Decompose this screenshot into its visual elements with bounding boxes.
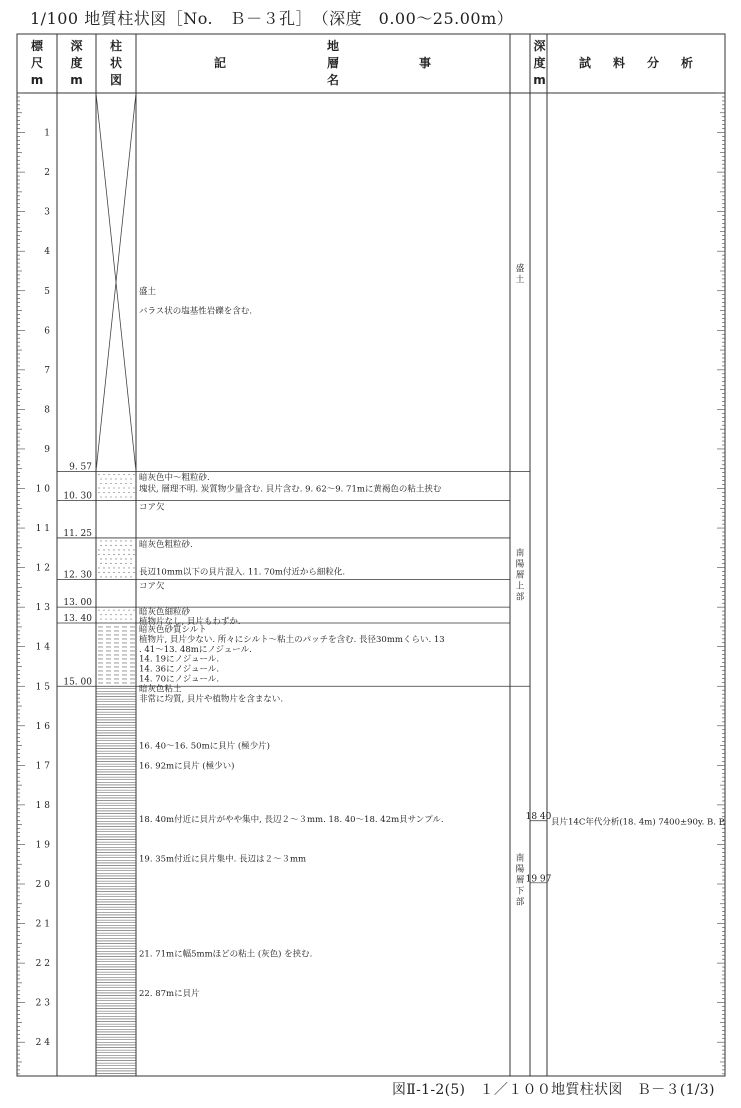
sand-pattern	[98, 474, 99, 475]
sand-pattern	[130, 483, 131, 484]
description-text: 14. 36にノジュール.	[139, 664, 220, 675]
header-sample-depth: m	[533, 73, 546, 87]
sand-pattern	[135, 483, 136, 484]
sand-pattern	[128, 554, 129, 555]
sand-pattern	[108, 549, 109, 550]
scale-number: 2 1	[35, 919, 50, 930]
sand-pattern	[113, 572, 114, 573]
sand-pattern	[123, 474, 124, 475]
sand-pattern	[110, 545, 111, 546]
sand-pattern	[135, 496, 136, 497]
sand-pattern	[100, 563, 101, 564]
header-scale: 標	[30, 39, 44, 53]
sand-pattern	[103, 572, 104, 573]
description-text: 長辺10mm以下の貝片混入. 11. 70m付近から細粒化.	[139, 567, 346, 578]
sand-pattern	[133, 572, 134, 573]
scale-number: 7	[44, 365, 50, 376]
header-stratum: 層	[326, 56, 340, 70]
sand-pattern	[115, 614, 116, 615]
sand-pattern	[105, 563, 106, 564]
sand-pattern	[98, 487, 99, 488]
sand-pattern	[108, 554, 109, 555]
sand-pattern	[135, 540, 136, 541]
sand-pattern	[123, 572, 124, 573]
sand-pattern	[108, 474, 109, 475]
sand-pattern	[110, 483, 111, 484]
sand-pattern	[130, 540, 131, 541]
description-text: 19. 35m付近に貝片集中. 長辺は２～３mm	[139, 854, 307, 865]
sand-pattern	[105, 558, 106, 559]
stratum-name: 層	[515, 570, 525, 581]
sand-pattern	[115, 619, 116, 620]
sand-pattern	[110, 496, 111, 497]
sand-pattern	[113, 487, 114, 488]
sand-pattern	[98, 567, 99, 568]
log-frame	[17, 34, 725, 1076]
description-text: コア欠	[139, 502, 165, 513]
scale-number: 1 1	[35, 524, 50, 535]
stratum-name: 陽	[515, 864, 525, 875]
sand-pattern	[133, 492, 134, 493]
header-column: 図	[109, 73, 123, 87]
sand-pattern	[105, 478, 106, 479]
sand-pattern	[118, 572, 119, 573]
sand-pattern	[118, 554, 119, 555]
layer-depth-label: 15. 00	[63, 677, 92, 688]
sand-pattern	[118, 487, 119, 488]
scale-numbers	[36, 129, 51, 1049]
sand-pattern	[123, 567, 124, 568]
sand-pattern	[130, 563, 131, 564]
description-text: 14. 19にノジュール.	[139, 654, 220, 665]
header-depth: 度	[70, 56, 83, 70]
descriptions	[139, 286, 445, 999]
sand-pattern	[105, 540, 106, 541]
sand-pattern	[123, 492, 124, 493]
sand-pattern	[103, 487, 104, 488]
sand-pattern	[120, 576, 121, 577]
description-text: 22. 87mに貝片	[139, 988, 200, 999]
description-text: 14. 70にノジュール.	[139, 674, 220, 685]
sand-pattern	[105, 619, 106, 620]
description-text: 暗灰色砂質シルト	[139, 625, 207, 636]
sand-pattern	[110, 478, 111, 479]
sand-pattern	[115, 540, 116, 541]
sand-pattern	[105, 545, 106, 546]
sand-pattern	[115, 478, 116, 479]
sand-pattern	[113, 549, 114, 550]
scale-number: 1 3	[35, 603, 50, 614]
stratum-name: 部	[515, 592, 525, 603]
sand-pattern	[125, 558, 126, 559]
sand-pattern	[98, 554, 99, 555]
description-text: 21. 71mに幅5mmほどの粘土 (灰色) を挟む.	[139, 949, 313, 960]
sand-pattern	[118, 567, 119, 568]
layer-depth-label: 11. 25	[63, 528, 92, 539]
sand-pattern	[133, 474, 134, 475]
sand-pattern	[98, 572, 99, 573]
layer-depth-label: 12. 30	[63, 570, 92, 581]
description-text: 18. 40m付近に貝片がやや集中, 長辺２～３mm. 18. 40～18. 42m貝サンプル.	[139, 814, 444, 825]
sand-pattern	[108, 567, 109, 568]
frame-border	[17, 34, 725, 1076]
sand-pattern	[125, 478, 126, 479]
layer-depth-label: 10. 30	[63, 491, 92, 502]
sand-pattern	[113, 492, 114, 493]
sand-pattern	[100, 545, 101, 546]
header-scale: m	[30, 73, 44, 87]
description-text: 植物片なし, 貝片もわずか.	[139, 617, 241, 628]
sample-depth-label: 19 97	[525, 874, 552, 885]
scale-number: 9	[44, 444, 50, 455]
sand-pattern	[113, 610, 114, 611]
scale-number: 2 0	[35, 880, 50, 890]
sand-pattern	[123, 549, 124, 550]
sand-pattern	[108, 572, 109, 573]
sand-pattern	[120, 619, 121, 620]
scale-number: 1 5	[35, 682, 50, 693]
description-text: バラス状の塩基性岩礫を含む.	[139, 306, 252, 317]
sand-pattern	[115, 576, 116, 577]
sand-pattern	[118, 474, 119, 475]
sand-pattern	[130, 619, 131, 620]
sand-pattern	[123, 610, 124, 611]
scale-number: 1 6	[35, 721, 50, 732]
sand-pattern	[128, 567, 129, 568]
description-text: 16. 40～16. 50mに貝片 (極少片)	[139, 741, 270, 752]
scale-number: 1 8	[35, 800, 50, 811]
sand-pattern	[135, 478, 136, 479]
sand-pattern	[100, 478, 101, 479]
description-text: 盛土	[139, 286, 157, 297]
stratum-name: 上	[515, 581, 525, 592]
sand-pattern	[118, 549, 119, 550]
sand-pattern	[115, 483, 116, 484]
sand-pattern	[110, 540, 111, 541]
description-text: . 41～13. 48mにノジュール.	[139, 644, 252, 655]
sand-pattern	[113, 567, 114, 568]
analysis-result: 貝片14C年代分析(18. 4m) 7400±90y. B. P.	[551, 817, 726, 828]
description-text: 非常に均質, 貝片や植物片を含まない.	[139, 694, 284, 705]
sand-pattern	[100, 540, 101, 541]
sand-pattern	[118, 610, 119, 611]
sand-pattern	[120, 563, 121, 564]
scale-number: 1 2	[35, 563, 50, 574]
scale-number: 4	[44, 247, 50, 258]
header-analysis: 料	[612, 56, 626, 70]
sand-pattern	[110, 614, 111, 615]
sand-pattern	[120, 540, 121, 541]
sand-pattern	[100, 558, 101, 559]
sand-pattern	[135, 563, 136, 564]
description-text: 暗灰色粗粒砂.	[139, 540, 193, 551]
strata-names	[510, 263, 530, 907]
sand-pattern	[125, 483, 126, 484]
sand-pattern	[133, 554, 134, 555]
scale-number: 2	[44, 168, 50, 179]
sand-pattern	[115, 496, 116, 497]
header-description-right: 事	[418, 56, 432, 70]
scale-number: 1 0	[35, 484, 50, 495]
sand-pattern	[133, 610, 134, 611]
sand-pattern	[130, 545, 131, 546]
sand-pattern	[100, 576, 101, 577]
sand-pattern	[110, 576, 111, 577]
layer-depth-label: 13. 40	[63, 613, 92, 624]
header-description-left: 記	[213, 56, 227, 70]
sand-pattern	[123, 554, 124, 555]
sand-pattern	[98, 492, 99, 493]
header-depth: 深	[70, 39, 83, 53]
header-sample-depth: 深	[533, 39, 546, 53]
sand-pattern	[115, 558, 116, 559]
scale-number: 2 3	[35, 998, 50, 1009]
scale-number: 8	[44, 405, 50, 416]
description-text: 暗灰色粘土	[139, 684, 182, 695]
scale-number: 5	[44, 286, 50, 297]
sand-pattern	[130, 478, 131, 479]
sand-pattern	[105, 614, 106, 615]
sand-pattern	[98, 610, 99, 611]
sand-pattern	[120, 545, 121, 546]
header-stratum: 地	[326, 39, 340, 53]
header-depth: m	[70, 73, 83, 87]
scale-number: 2 2	[35, 959, 50, 970]
sand-pattern	[120, 483, 121, 484]
description-text: コア欠	[139, 581, 165, 592]
sample-analysis	[551, 817, 725, 828]
sand-pattern	[133, 567, 134, 568]
stratum-name: 盛	[515, 263, 525, 274]
header-stratum: 名	[326, 73, 340, 87]
sand-pattern	[105, 576, 106, 577]
header-analysis: 析	[680, 56, 694, 70]
sand-pattern	[110, 563, 111, 564]
sand-pattern	[113, 554, 114, 555]
header-sample-depth: 度	[533, 56, 546, 70]
sand-pattern	[108, 487, 109, 488]
sand-pattern	[125, 545, 126, 546]
scale-number: 2 4	[35, 1038, 50, 1049]
layer-depth-label: 9. 57	[69, 462, 92, 473]
geologic-column	[57, 93, 510, 1074]
sand-pattern	[120, 614, 121, 615]
sand-pattern	[123, 487, 124, 488]
stratum-name: 部	[515, 897, 525, 908]
log-headers	[31, 38, 693, 87]
sand-pattern	[108, 492, 109, 493]
sand-pattern	[100, 483, 101, 484]
header-analysis: 試	[578, 56, 592, 70]
sand-pattern	[113, 474, 114, 475]
scale-number: 1 7	[35, 761, 50, 772]
page-title: 1/100 地質柱状図［No. Ｂ－３孔］ （深度 0.00～25.00m）	[30, 9, 514, 28]
sand-pattern	[120, 558, 121, 559]
sand-pattern	[130, 576, 131, 577]
scale-number: 3	[44, 207, 50, 218]
sand-pattern	[103, 554, 104, 555]
sand-pattern	[118, 492, 119, 493]
sand-pattern	[128, 487, 129, 488]
sand-pattern	[108, 610, 109, 611]
sand-pattern	[125, 619, 126, 620]
scale-number: 1 4	[35, 642, 50, 653]
stratum-name: 層	[515, 875, 525, 886]
stratum-name: 下	[515, 886, 525, 897]
stratum-name: 陽	[515, 559, 525, 570]
sand-pattern	[135, 619, 136, 620]
sand-pattern	[133, 549, 134, 550]
sand-pattern	[128, 610, 129, 611]
sand-pattern	[128, 492, 129, 493]
sand-pattern	[103, 610, 104, 611]
sand-pattern	[125, 496, 126, 497]
sand-pattern	[120, 478, 121, 479]
layer-depths	[63, 462, 92, 687]
sand-pattern	[125, 614, 126, 615]
sand-pattern	[128, 572, 129, 573]
sand-pattern	[103, 492, 104, 493]
stratum-name: 南	[515, 853, 525, 864]
header-column: 状	[109, 56, 123, 70]
sand-pattern	[135, 614, 136, 615]
sand-pattern	[130, 558, 131, 559]
header-column: 柱	[109, 39, 123, 53]
sand-pattern	[130, 496, 131, 497]
sand-pattern	[100, 619, 101, 620]
sand-pattern	[115, 563, 116, 564]
figure-caption: 図Ⅱ-1-2(5) １／１００地質柱状図 Ｂ－３(1/3)	[392, 1082, 715, 1098]
description-text: 暗灰色細粒砂	[139, 607, 191, 618]
sand-pattern	[135, 576, 136, 577]
sand-pattern	[110, 619, 111, 620]
sand-pattern	[130, 614, 131, 615]
sand-pattern	[98, 549, 99, 550]
sand-pattern	[133, 487, 134, 488]
sand-pattern	[135, 545, 136, 546]
sand-pattern	[110, 558, 111, 559]
stratum-name: 土	[515, 274, 525, 285]
sand-pattern	[105, 496, 106, 497]
sand-pattern	[105, 483, 106, 484]
description-text: 16. 92mに貝片 (極少い)	[139, 761, 235, 772]
sand-pattern	[120, 496, 121, 497]
sand-pattern	[115, 545, 116, 546]
scale-ticks	[17, 93, 725, 1074]
sand-pattern	[125, 576, 126, 577]
sand-pattern	[103, 549, 104, 550]
sand-pattern	[128, 474, 129, 475]
sand-pattern	[100, 496, 101, 497]
sand-pattern	[125, 540, 126, 541]
header-analysis: 分	[646, 56, 660, 70]
header-scale: 尺	[30, 56, 44, 70]
sand-pattern	[125, 563, 126, 564]
description-text: 植物片, 貝片少ない. 所々にシルト～粘土のパッチを含む. 長径30mmくらい. 13	[139, 634, 445, 645]
layer-depth-label: 13. 00	[63, 598, 92, 609]
scale-number: 1 9	[35, 840, 50, 851]
sand-pattern	[103, 567, 104, 568]
description-text: 暗灰色中～粗粒砂.	[139, 472, 210, 483]
description-text: 塊状, 層理不明. 炭質物少量含む. 貝片含む. 9. 62～9. 71mに黄褐色の粘土挟む	[139, 484, 442, 495]
sand-pattern	[103, 474, 104, 475]
sand-pattern	[135, 558, 136, 559]
sand-pattern	[128, 549, 129, 550]
sample-depth-label: 18 40	[525, 812, 552, 823]
sand-pattern	[100, 614, 101, 615]
scale-number: 1	[44, 128, 50, 139]
scale-number: 6	[44, 326, 50, 337]
stratum-name: 南	[515, 548, 525, 559]
